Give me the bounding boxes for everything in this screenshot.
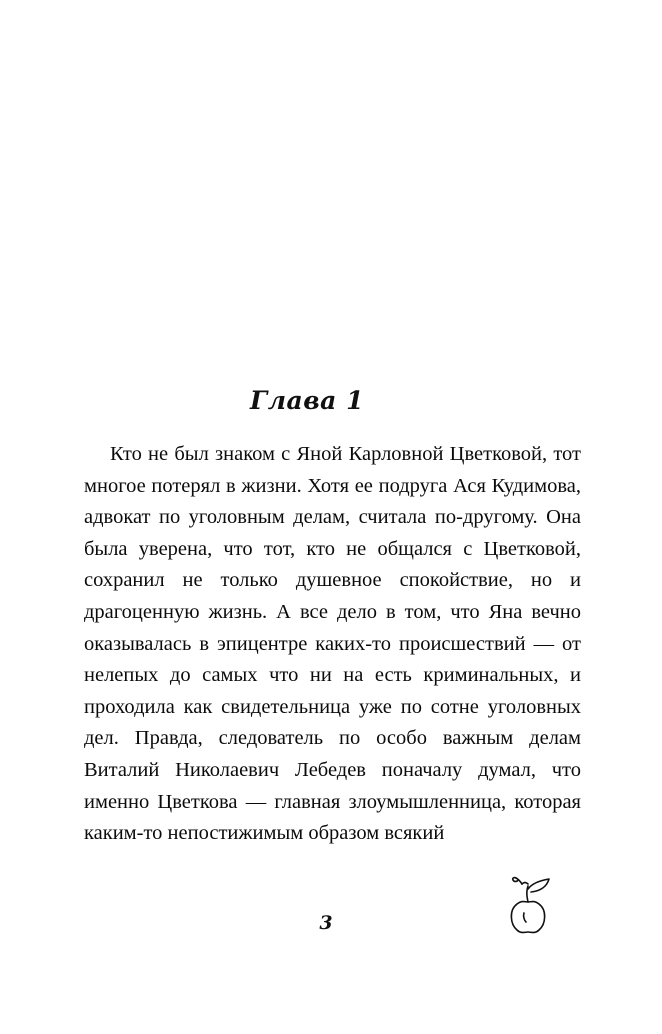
page-number (0, 912, 662, 934)
page-number-value: 3 (319, 912, 333, 934)
paragraph-text: Кто не был знаком с Яной Карловной Цветковой, тот многое потерял в жизни. Хотя ее подруга Ася Кудимова, адвокат по уголовным делам, считала по-другому. Она была уверена, что тот, кто не общался с Цветковой, сохранил не только душевное спокойствие, но и драгоценную жизнь. А все дело в том, что Яна вечно оказывалась в эпицентре каких-то происшествий — от нелепых до самых что ни на есть криминальных, и проходила как свидетельница уже по сотне уголовных дел. Правда, следователь по особо важным делам Виталий Николаевич Лебедев поначалу думал, что именно Цветкова — главная злоумышленница, которая каким-то непостижимым образом всякий (84, 443, 581, 845)
chapter-title: Глава 1 (250, 386, 364, 415)
page-text-block (84, 386, 581, 850)
body-paragraph (84, 439, 581, 850)
